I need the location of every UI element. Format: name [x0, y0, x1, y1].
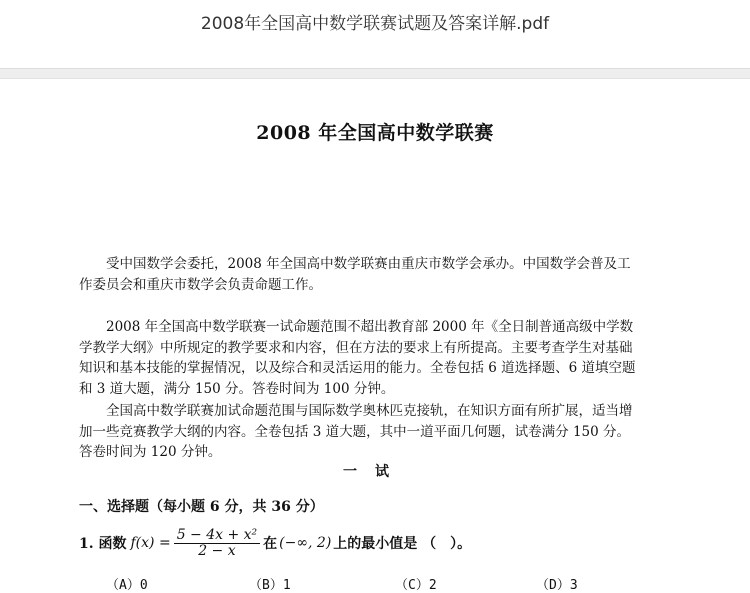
question-1-suffix: 上的最小值是 （ ）。 — [333, 536, 472, 552]
question-1-prefix: 1. 函数 — [79, 536, 127, 552]
option-a: （A）0 — [106, 578, 148, 593]
function-fraction — [174, 528, 260, 559]
header-divider — [0, 68, 750, 79]
option-c: （C）2 — [395, 578, 437, 593]
file-title: 2008年全国高中数学联赛试题及答案详解.pdf — [200, 14, 550, 34]
intro-paragraph-3: 全国高中数学联赛加试命题范围与国际数学奥林匹克接轨，在知识方面有所扩展，适当增加一些竞赛教学大纲的内容。全卷包括 3 道大题，其中一道平面几何题，试卷满分 150 分。答卷时间为 120 分钟。 — [79, 403, 633, 460]
intro-paragraph-2: 2008 年全国高中数学联赛一试命题范围不超出教育部 2000 年《全日制普通高级中学数学教学大纲》中所规定的教学要求和内容，但在方法的要求上有所提高。主要考查学生对基础知识和基本技能的掌握情况，以及综合和灵活运用的能力。全卷包括 6 道选择题、6 道填空题和 3 道大题，满分 150 分。答卷时间为 100 分钟。 — [79, 319, 636, 397]
option-d: （D）3 — [536, 578, 578, 593]
viewer-header — [0, 0, 750, 68]
function-lhs: f(x) = — [130, 535, 171, 551]
section-title: 一试 — [343, 464, 407, 480]
option-b: （B）1 — [249, 578, 291, 593]
intro-paragraph-1: 受中国数学会委托，2008 年全国高中数学联赛由重庆市数学会承办。中国数学会普及工作委员会和重庆市数学会负责命题工作。 — [79, 256, 631, 293]
fraction-numerator: 5 − 4x + x² — [174, 528, 260, 544]
part-title: 一、选择题（每小题 6 分，共 36 分） — [79, 499, 324, 515]
question-1-middle: 在 — [263, 536, 278, 552]
question-1 — [79, 526, 471, 560]
document-title: 2008 年全国高中数学联赛 — [256, 122, 494, 144]
fraction-denominator: 2 − x — [198, 542, 236, 559]
interval: (−∞, 2) — [279, 535, 332, 551]
